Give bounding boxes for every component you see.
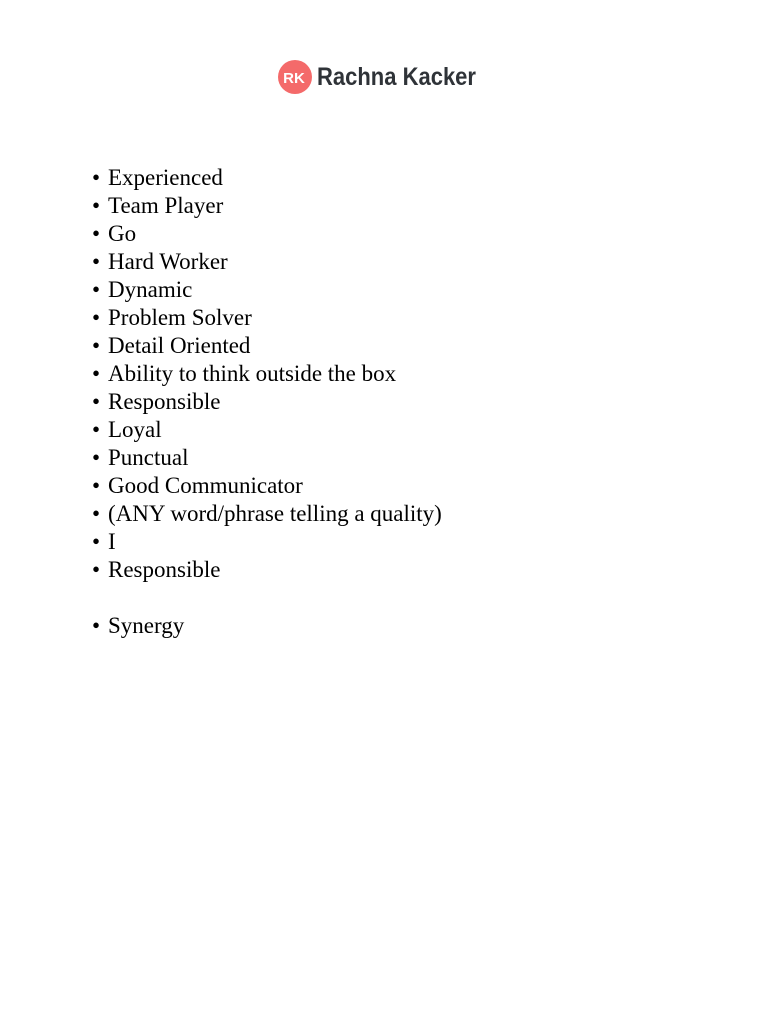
logo-initials: RK	[283, 70, 305, 87]
list-item	[92, 556, 442, 584]
list-item	[92, 444, 442, 472]
bullet-icon: •	[92, 389, 101, 414]
list-item	[92, 360, 442, 388]
bullet-icon: •	[92, 165, 101, 190]
list-item-text: Problem Solver	[108, 305, 252, 330]
list-item	[92, 304, 442, 332]
list-item	[92, 220, 442, 248]
list-item	[92, 192, 442, 220]
bullet-icon: •	[92, 501, 101, 526]
bullet-icon: •	[92, 305, 101, 330]
bullet-icon: •	[92, 193, 101, 218]
bullet-icon: •	[92, 249, 101, 274]
list-item-text: Responsible	[108, 389, 221, 414]
list-item	[92, 500, 442, 528]
list-item-text: Team Player	[108, 193, 224, 218]
list-item	[92, 276, 442, 304]
bullet-icon: •	[92, 277, 101, 302]
bullet-icon: •	[92, 529, 101, 554]
list-item-text: Go	[108, 221, 137, 246]
list-item	[92, 528, 442, 556]
list-item	[92, 164, 442, 192]
list-item	[92, 612, 442, 640]
list-item	[92, 248, 442, 276]
list-item-text: (ANY word/phrase telling a quality)	[108, 501, 442, 526]
list-item-text: Responsible	[108, 557, 221, 582]
list-item-text: Ability to think outside the box	[108, 361, 397, 386]
list-item-text: Hard Worker	[108, 249, 228, 274]
list-item-text: Good Communicator	[108, 473, 303, 498]
list-item	[92, 332, 442, 360]
bullet-icon: •	[92, 333, 101, 358]
list-item-text: Detail Oriented	[108, 333, 251, 358]
list-item-text: I	[108, 529, 116, 554]
list-item-text: Experienced	[108, 165, 223, 190]
list-item-text: Punctual	[108, 445, 189, 470]
list-item	[92, 416, 442, 444]
bullet-icon: •	[92, 557, 101, 582]
list-item-text: Dynamic	[108, 277, 193, 302]
list-item-text: Loyal	[108, 417, 162, 442]
bullet-icon: •	[92, 445, 101, 470]
bullet-icon: •	[92, 417, 101, 442]
list-item-text: Synergy	[108, 613, 185, 638]
bullet-icon: •	[92, 473, 101, 498]
list-item	[92, 388, 442, 416]
rk-logo-icon	[278, 60, 312, 94]
brand-name: Rachna Kacker	[317, 63, 476, 91]
list-item	[92, 472, 442, 500]
bullet-icon: •	[92, 361, 101, 386]
bullet-icon: •	[92, 221, 101, 246]
brand-header	[278, 60, 498, 94]
bullet-icon: •	[92, 613, 101, 638]
qualities-list	[92, 164, 442, 640]
